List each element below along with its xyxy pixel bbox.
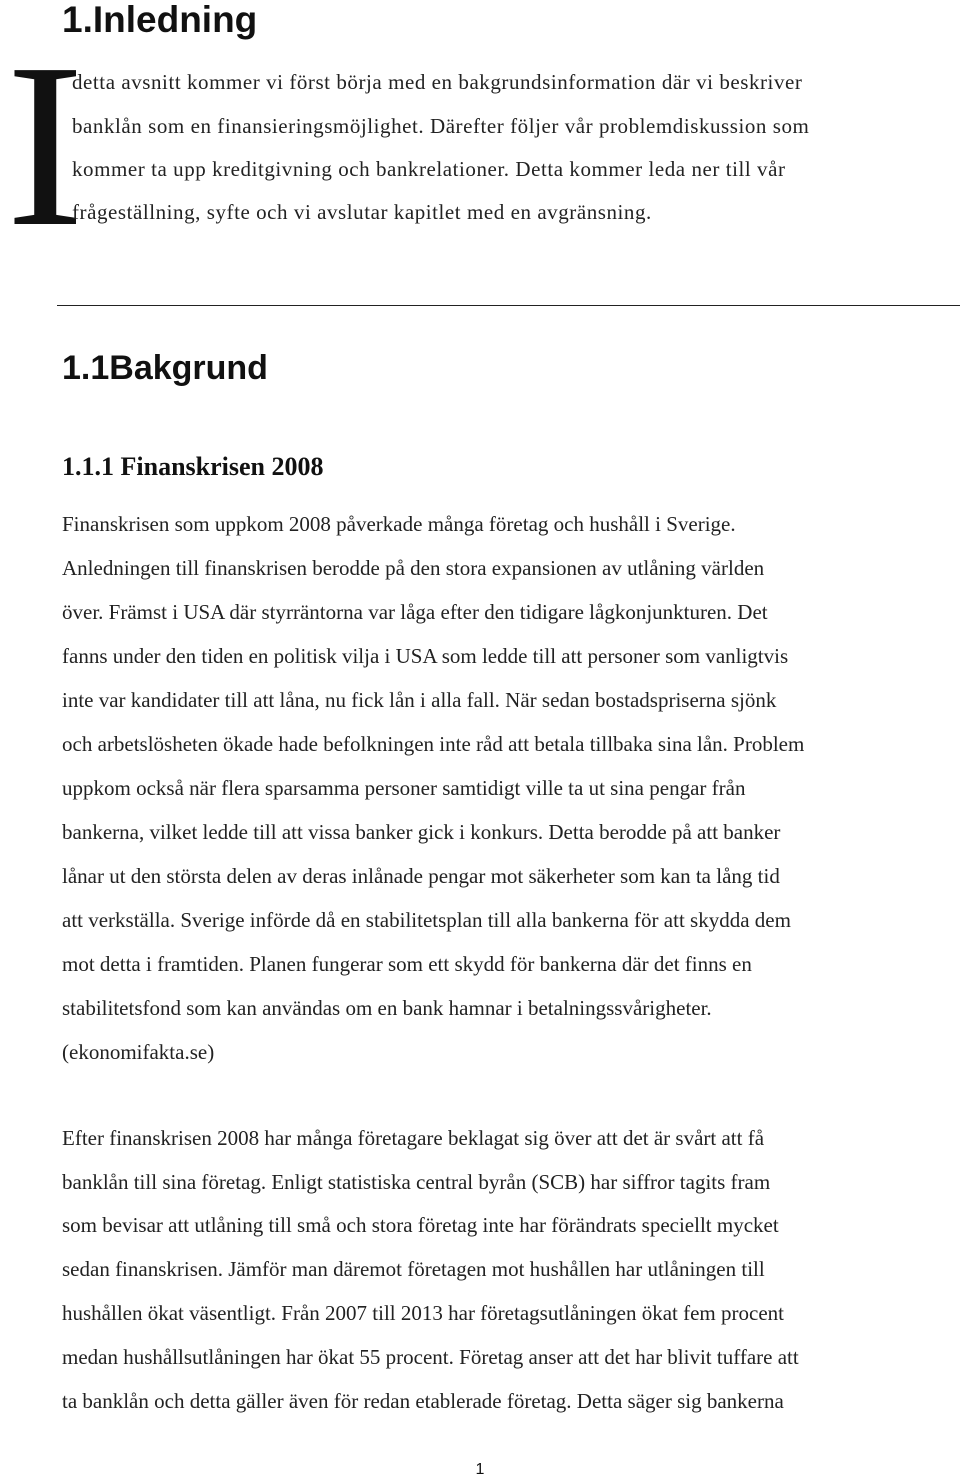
intro-line: banklån som en finansieringsmöjlighet. Därefter följer vår problemdiskussion som: [72, 114, 810, 138]
section-heading: 1.1Bakgrund: [62, 349, 268, 387]
paragraph-line: uppkom också när flera sparsamma personer samtidigt ville ta ut sina pengar från: [62, 776, 746, 800]
paragraph-line: som bevisar att utlåning till små och stora företag inte har förändrats speciellt mycket: [62, 1213, 779, 1237]
intro-line: detta avsnitt kommer vi först börja med en bakgrundsinformation där vi beskriver: [72, 70, 803, 94]
page-number: 1: [475, 1461, 485, 1478]
paragraph-line: stabilitetsfond som kan användas om en bank hamnar i betalningssvårigheter.: [62, 996, 712, 1020]
paragraph-line: inte var kandidater till att låna, nu fick lån i alla fall. När sedan bostadspriserna sjönk: [62, 688, 777, 712]
paragraph-line: över. Främst i USA där styrräntorna var låga efter den tidigare lågkonjunkturen. Det: [62, 600, 768, 624]
paragraph-line: mot detta i framtiden. Planen fungerar som ett skydd för bankerna där det finns en: [62, 952, 752, 976]
section-divider: [57, 305, 960, 306]
intro-line: frågeställning, syfte och vi avslutar kapitlet med en avgränsning.: [72, 200, 652, 224]
paragraph-line: lånar ut den största delen av deras inlånade pengar mot säkerheter som kan ta lång tid: [62, 864, 780, 888]
paragraph-line: fanns under den tiden en politisk vilja i USA som ledde till att personer som vanligtvis: [62, 644, 789, 668]
paragraph-line: Anledningen till finanskrisen berodde på den stora expansionen av utlåning världen: [62, 556, 765, 580]
paragraph-line: bankerna, vilket ledde till att vissa banker gick i konkurs. Detta berodde på att banker: [62, 820, 781, 844]
paragraph-line: att verkställa. Sverige införde då en stabilitetsplan till alla bankerna för att skydda dem: [62, 908, 791, 932]
paragraph-line: medan hushållsutlåningen har ökat 55 procent. Företag anser att det har blivit tuffare att: [62, 1345, 799, 1369]
paragraph-line: hushållen ökat väsentligt. Från 2007 till 2013 har företagsutlåningen ökat fem procent: [62, 1301, 784, 1325]
paragraph-line: banklån till sina företag. Enligt statistiska central byrån (SCB) har siffror tagits fram: [62, 1170, 771, 1194]
chapter-heading: 1.Inledning: [62, 0, 258, 40]
subsection-heading: 1.1.1 Finanskrisen 2008: [62, 452, 324, 481]
paragraph-line: Efter finanskrisen 2008 har många företagare beklagat sig över att det är svårt att få: [62, 1126, 765, 1150]
paragraph-line: Finanskrisen som uppkom 2008 påverkade många företag och hushåll i Sverige.: [62, 512, 736, 536]
paragraph-line: (ekonomifakta.se): [62, 1040, 215, 1064]
intro-line: kommer ta upp kreditgivning och bankrelationer. Detta kommer leda ner till vår: [72, 157, 786, 181]
drop-cap: I: [6, 15, 85, 275]
paragraph-line: ta banklån och detta gäller även för redan etablerade företag. Detta säger sig bankerna: [62, 1389, 784, 1413]
paragraph-line: och arbetslösheten ökade hade befolkningen inte råd att betala tillbaka sina lån. Problem: [62, 732, 805, 756]
paragraph-line: sedan finanskrisen. Jämför man däremot företagen mot hushållen har utlåningen till: [62, 1257, 765, 1281]
